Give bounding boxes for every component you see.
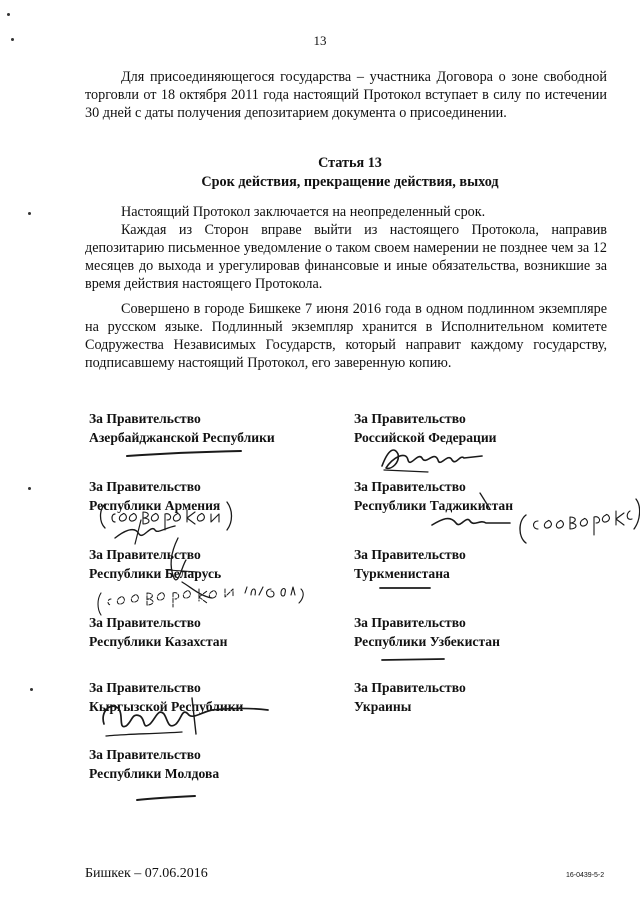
signatory-country: Республики Беларусь bbox=[89, 565, 222, 581]
signatory-heading: За Правительство bbox=[89, 411, 201, 426]
signatory-azerbaijan bbox=[89, 410, 275, 447]
page-number: 13 bbox=[313, 33, 327, 48]
margin-dot bbox=[7, 13, 10, 16]
signatory-heading: За Правительство bbox=[354, 615, 466, 630]
signatory-country: Российской Федерации bbox=[354, 429, 497, 445]
article-paragraph-1: Настоящий Протокол заключается на неопределенный срок. bbox=[121, 204, 486, 220]
signature-tajikistan bbox=[430, 485, 640, 545]
signatory-uzbekistan bbox=[354, 614, 500, 651]
intro-paragraph: Для присоединяющегося государства – участника Договора о зоне свободной торговли от 18 октября 2011 года настоящий Протокол вступает в силу по истечении 30 дней с даты получения депозитарием документа о присоединении. bbox=[85, 69, 607, 121]
signatory-country: Республики Армения bbox=[89, 497, 221, 513]
signature-kyrgyzstan bbox=[92, 694, 272, 746]
margin-dot bbox=[28, 487, 31, 490]
signatory-heading: За Правительство bbox=[89, 547, 201, 562]
signatory-country: Республики Казахстан bbox=[89, 633, 228, 649]
signatory-ukraine bbox=[354, 679, 466, 716]
signatory-heading: За Правительство bbox=[89, 680, 201, 695]
signatory-country: Республики Узбекистан bbox=[354, 633, 500, 649]
signatory-country: Кыргызской Республики bbox=[89, 698, 244, 714]
signatory-heading: За Правительство bbox=[354, 680, 466, 695]
signatory-country: Туркменистана bbox=[354, 565, 450, 581]
signatory-country: Азербайджанской Республики bbox=[89, 429, 275, 445]
signature-azerbaijan bbox=[125, 448, 245, 462]
signature-kazakhstan bbox=[95, 583, 320, 623]
article-title: Срок действия, прекращение действия, выход bbox=[201, 174, 499, 190]
signatory-country: Украины bbox=[354, 698, 412, 714]
signature-uzbekistan bbox=[380, 655, 450, 665]
signature-russia bbox=[378, 440, 488, 480]
signatory-heading: За Правительство bbox=[354, 479, 466, 494]
signatory-heading: За Правительство bbox=[89, 479, 201, 494]
signatory-heading: За Правительство bbox=[89, 615, 201, 630]
signatory-heading: За Правительство bbox=[89, 747, 201, 762]
margin-dot bbox=[28, 212, 31, 215]
signature-moldova bbox=[135, 792, 205, 806]
article-paragraph-2: Каждая из Сторон вправе выйти из настоящего Протокола, направив депозитарию письменное уведомление о таком своем намерении не позднее чем за 12 месяцев до выхода и урегулировав финансовые и иные обязательства, возникшие за время действия настоящего Протокола. bbox=[85, 222, 607, 292]
signatory-heading: За Правительство bbox=[354, 547, 466, 562]
article-number: Статья 13 bbox=[318, 155, 382, 171]
margin-dot bbox=[30, 688, 33, 691]
signatory-country: Республики Молдова bbox=[89, 765, 220, 781]
footer-doc-code: 16-0439-5-2 bbox=[566, 872, 605, 879]
signatory-country: Республики Таджикистан bbox=[354, 497, 514, 513]
footer-place-date: Бишкек – 07.06.2016 bbox=[85, 866, 208, 881]
signature-turkmenistan bbox=[378, 583, 438, 593]
closing-paragraph: Совершено в городе Бишкеке 7 июня 2016 года в одном подлинном экземпляре на русском языке. Подлинный экземпляр хранится в Исполнительном комитете Содружества Независимых Государств, который направит каждому государству, подписавшему настоящий Протокол, его заверенную копию. bbox=[85, 301, 607, 371]
signatory-heading: За Правительство bbox=[354, 411, 466, 426]
signatory-turkmenistan bbox=[354, 546, 466, 583]
signatory-moldova bbox=[89, 746, 219, 783]
